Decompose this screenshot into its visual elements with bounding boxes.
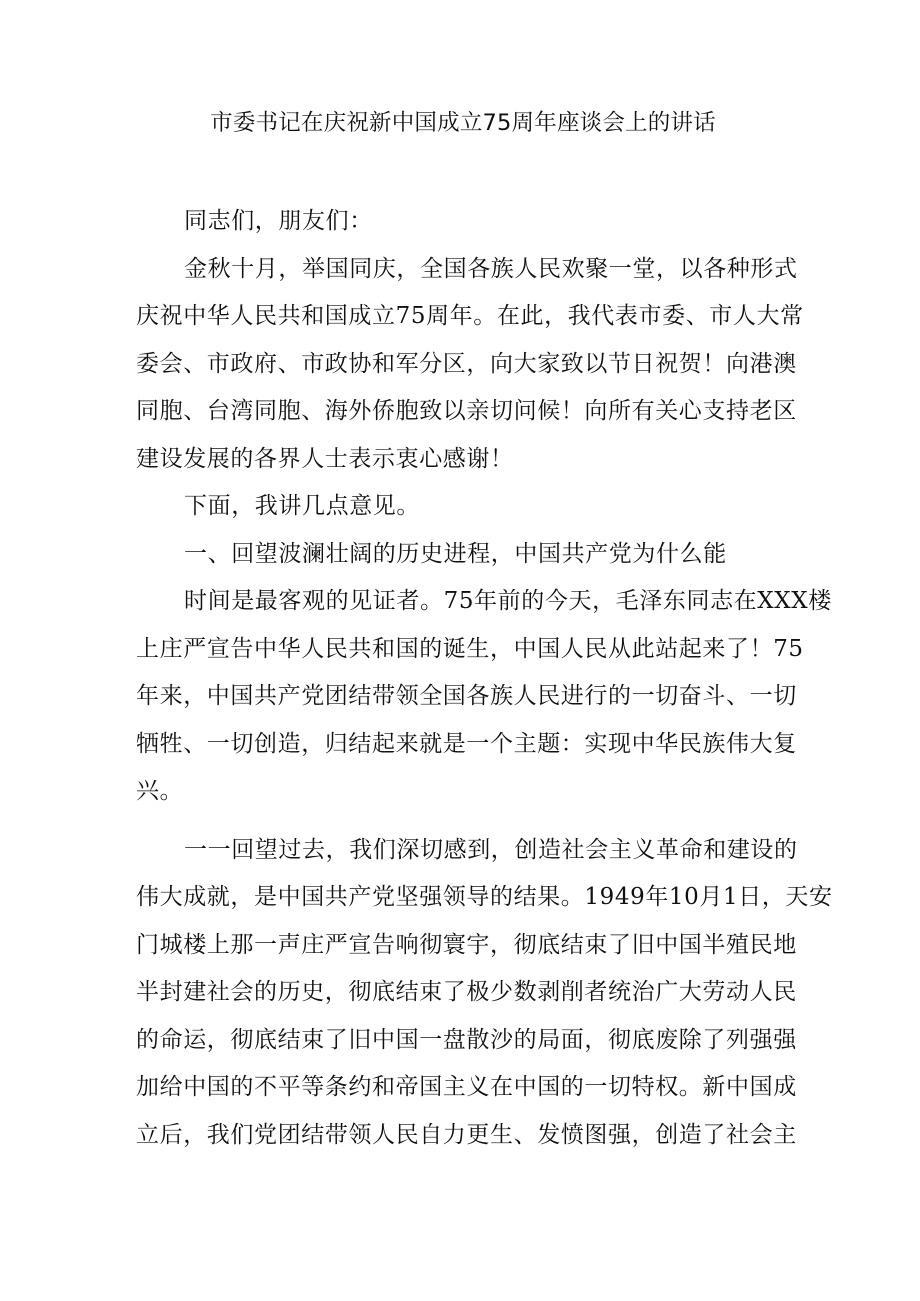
paragraph-line: 委会、市政府、市政协和军分区，向大家致以节日祝贺！向港澳 — [136, 350, 797, 377]
paragraph-line: 下面，我讲几点意见。 — [184, 493, 420, 519]
paragraph-line: 伟大成就，是中国共产党坚强领导的结果。1949年10月1日，天安 — [136, 884, 833, 910]
paragraph-line: 时间是最客观的见证者。75年前的今天，毛泽东同志在XXX楼 — [184, 588, 832, 614]
paragraph-line: 门城楼上那一声庄严宣告响彻寰宇，彻底结束了旧中国半殖民地 — [136, 931, 797, 958]
document-body — [136, 198, 833, 1159]
paragraph-line: 上庄严宣告中华人民共和国的诞生，中国人民从此站起来了！75 — [136, 635, 804, 662]
document-page — [136, 96, 833, 1159]
salutation-line: 同志们，朋友们： — [184, 208, 373, 234]
paragraph-line: 建设发展的各界人士表示衷心感谢！ — [136, 445, 514, 472]
paragraph-line: 的命运，彻底结束了旧中国一盘散沙的局面，彻底废除了列强强 — [136, 1026, 797, 1053]
paragraph-line: 立后，我们党团结带领人民自力更生、发愤图强，创造了社会主 — [136, 1121, 797, 1148]
paragraph-line: 同胞、台湾同胞、海外侨胞致以亲切问候！向所有关心支持老区 — [136, 398, 797, 424]
paragraph-line: 兴。 — [136, 778, 184, 804]
section-heading: 一、回望波澜壮阔的历史进程，中国共产党为什么能 — [184, 540, 727, 567]
paragraph-line: 年来，中国共产党团结带领全国各族人民进行的一切奋斗、一切 — [136, 683, 797, 709]
paragraph-line: 半封建社会的历史，彻底结束了极少数剥削者统治广大劳动人民 — [136, 979, 797, 1005]
paragraph-line: 庆祝中华人民共和国成立75周年。在此，我代表市委、市人大常 — [136, 303, 804, 329]
paragraph-spacer — [136, 816, 790, 827]
paragraph-line: 一一回望过去，我们深切感到，创造社会主义革命和建设的 — [184, 836, 798, 863]
document-title: 市委书记在庆祝新中国成立75周年座谈会上的讲话 — [210, 110, 716, 136]
paragraph-line: 牺牲、一切创造，归结起来就是一个主题：实现中华民族伟大复 — [136, 730, 797, 757]
paragraph-line: 金秋十月，举国同庆，全国各族人民欢聚一堂，以各种形式 — [184, 255, 798, 282]
paragraph-line: 加给中国的不平等条约和帝国主义在中国的一切特权。新中国成 — [136, 1074, 797, 1100]
